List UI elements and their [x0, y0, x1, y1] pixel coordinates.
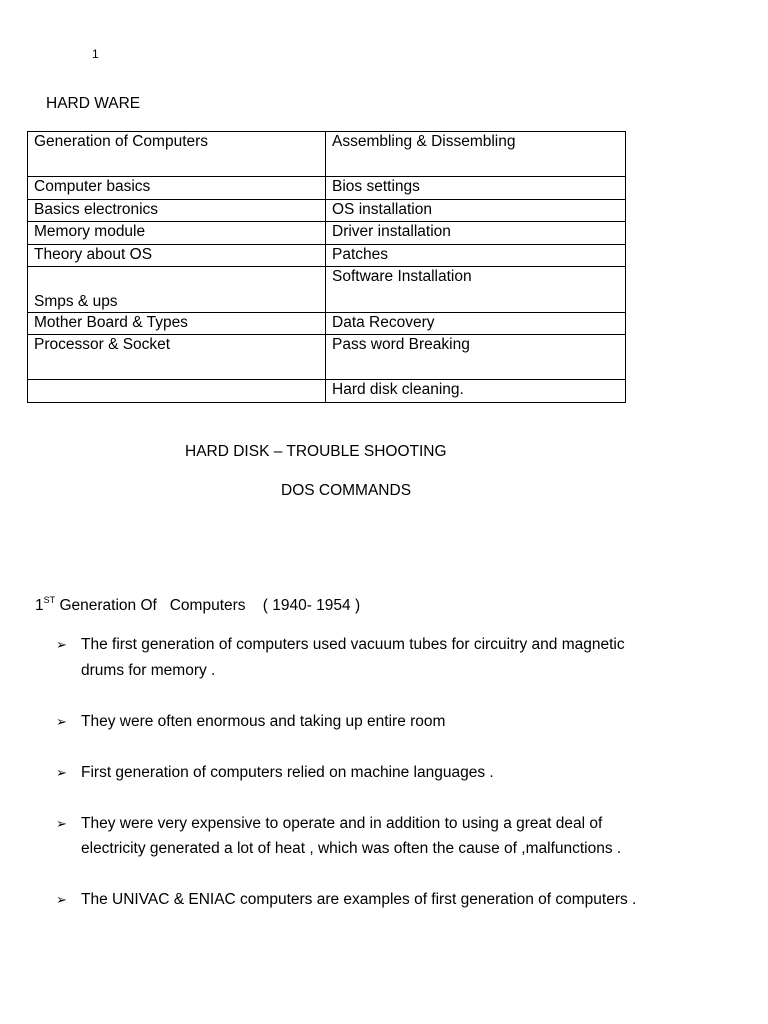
list-item-line: The first generation of computers used vacuum tubes for circuitry and magnetic	[81, 636, 625, 653]
table-row	[28, 200, 626, 222]
list-item-line: They were often enormous and taking up entire room	[81, 712, 446, 730]
list-item	[56, 632, 676, 683]
subheading-dos-commands: DOS COMMANDS	[281, 482, 412, 499]
table-cell: Mother Board & Types	[28, 313, 326, 335]
arrow-bullet-icon: ➢	[56, 713, 67, 729]
generation-number: 1	[35, 597, 44, 614]
table-row	[28, 335, 626, 380]
arrow-bullet-icon: ➢	[56, 637, 67, 652]
list-item-line: drums for memory .	[81, 661, 216, 679]
table-row	[28, 222, 626, 245]
table-row	[28, 177, 626, 200]
list-item	[56, 760, 676, 786]
generation-suffix: ST	[43, 595, 56, 605]
table-row	[28, 245, 626, 267]
table-cell: Basics electronics	[28, 200, 326, 222]
table-cell: Bios settings	[326, 177, 626, 200]
generation-title-text: Generation Of Computers ( 1940- 1954 )	[55, 597, 361, 614]
subheading-trouble-shooting: HARD DISK – TROUBLE SHOOTING	[185, 443, 447, 460]
arrow-bullet-icon: ➢	[56, 892, 67, 907]
page-number: 1	[92, 47, 99, 61]
table-row	[28, 132, 626, 177]
list-item	[56, 709, 676, 735]
list-item-line: They were very expensive to operate and in addition to using a great deal of	[81, 814, 603, 832]
table-cell: Patches	[326, 245, 626, 267]
table-cell: Smps & ups	[28, 267, 326, 313]
table-cell: Data Recovery	[326, 313, 626, 335]
table-cell: Software Installation	[326, 267, 626, 313]
table-cell: Theory about OS	[28, 245, 326, 267]
list-item-line: The UNIVAC & ENIAC computers are examples of first generation of computers .	[81, 891, 637, 908]
table-cell: Generation of Computers	[28, 132, 326, 177]
table-row	[28, 313, 626, 335]
table-cell: Driver installation	[326, 222, 626, 245]
generation-title	[35, 597, 360, 615]
table-cell: Pass word Breaking	[326, 335, 626, 380]
arrow-bullet-icon: ➢	[56, 764, 67, 780]
list-item	[56, 811, 676, 862]
list-item	[56, 887, 676, 913]
table-cell: Processor & Socket	[28, 335, 326, 380]
topics-table	[27, 131, 626, 403]
list-item-line: First generation of computers relied on machine languages .	[81, 763, 494, 781]
section-heading: HARD WARE	[46, 95, 141, 112]
table-cell: Memory module	[28, 222, 326, 245]
table-cell	[28, 380, 326, 403]
table-row	[28, 267, 626, 313]
table-cell: Computer basics	[28, 177, 326, 200]
generation-bullet-list	[56, 632, 676, 938]
table-cell: Hard disk cleaning.	[326, 380, 626, 403]
arrow-bullet-icon: ➢	[56, 815, 67, 831]
table-cell: Assembling & Dissembling	[326, 132, 626, 177]
table-cell: OS installation	[326, 200, 626, 222]
list-item-line: electricity generated a lot of heat , which was often the cause of ,malfunctions .	[81, 840, 622, 857]
table-row	[28, 380, 626, 403]
